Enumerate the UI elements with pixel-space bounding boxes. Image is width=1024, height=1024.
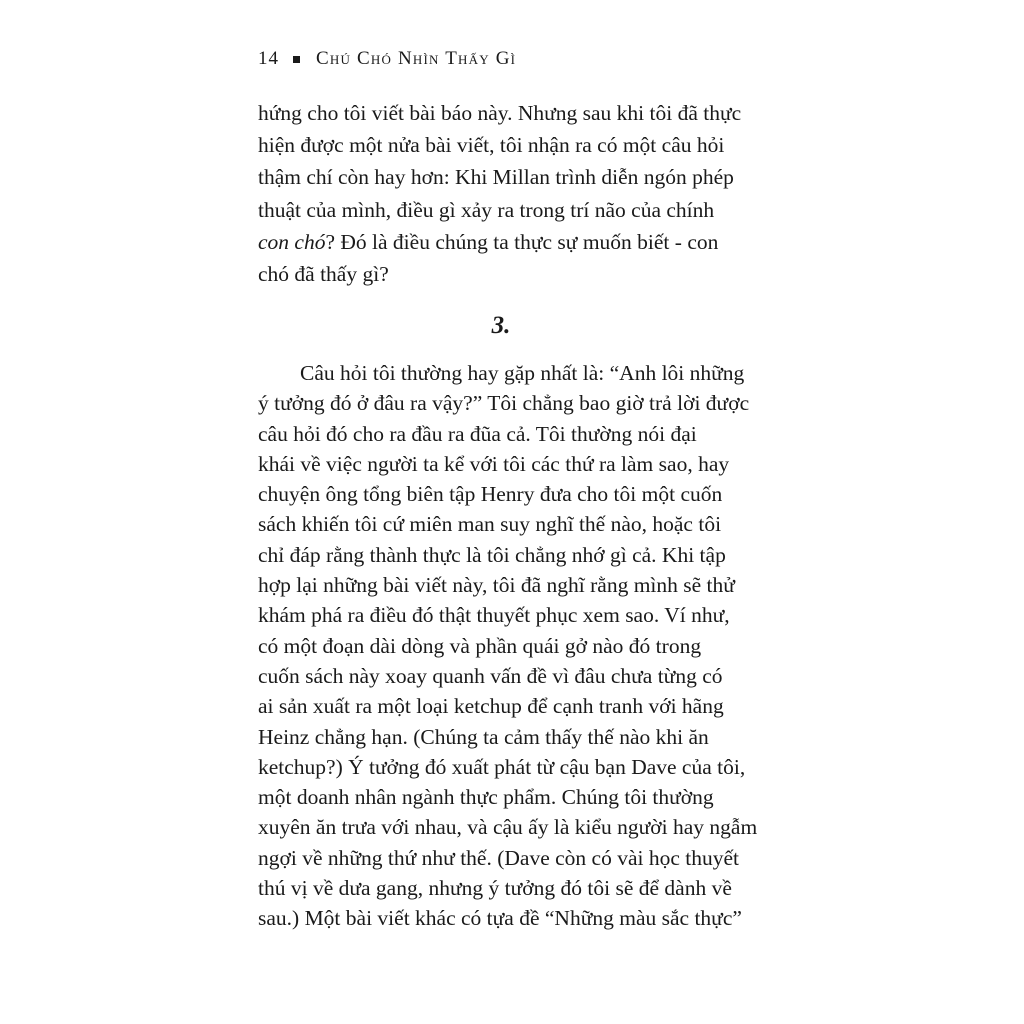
text-line: chó đã thấy gì? [258, 262, 389, 287]
section-number: 3. [491, 312, 511, 339]
text-line-rest: ? Đó là điều chúng ta thực sự muốn biết - con [325, 229, 719, 254]
paragraph-continued [258, 97, 758, 290]
text-line: cuốn sách này xoay quanh vấn đề vì đâu chưa từng có [258, 663, 723, 688]
text-line: ketchup?) Ý tưởng đó xuất phát từ cậu bạn Dave của tôi, [258, 754, 746, 779]
italic-phrase: con chó [258, 229, 326, 254]
running-header [258, 48, 516, 70]
text-line: hứng cho tôi viết bài báo này. Nhưng sau khi tôi đã thực [258, 101, 742, 125]
text-line: chuyện ông tổng biên tập Henry đưa cho tôi một cuốn [258, 482, 723, 507]
text-line: thuật của mình, điều gì xảy ra trong trí não của chính [258, 197, 715, 222]
text-line: câu hỏi đó cho ra đầu ra đũa cả. Tôi thường nói đại [258, 421, 697, 446]
text-line: sách khiến tôi cứ miên man suy nghĩ thế nào, hoặc tôi [258, 512, 722, 537]
text-line: sau.) Một bài viết khác có tựa đề “Những màu sắc thực” [258, 906, 742, 931]
text-line: hợp lại những bài viết này, tôi đã nghĩ rằng mình sẽ thử [258, 573, 735, 598]
text-line: khái về việc người ta kể với tôi các thứ ra làm sao, hay [258, 451, 730, 476]
text-line: thú vị về dưa gang, nhưng ý tưởng đó tôi sẽ để dành về [258, 876, 732, 901]
section-heading [0, 312, 1024, 340]
text-line: xuyên ăn trưa với nhau, và cậu ấy là kiểu người hay ngẫm [258, 815, 758, 840]
text-line: Câu hỏi tôi thường hay gặp nhất là: “Anh lôi những [300, 361, 745, 385]
text-line: ai sản xuất ra một loại ketchup để cạnh tranh với hãng [258, 694, 724, 719]
text-line: một doanh nhân ngành thực phẩm. Chúng tôi thường [258, 785, 714, 810]
text-line: ngợi về những thứ như thế. (Dave còn có vài học thuyết [258, 845, 739, 870]
book-title: Chú Chó Nhìn Thấy Gì [316, 48, 517, 69]
text-line: thậm chí còn hay hơn: Khi Millan trình diễn ngón phép [258, 165, 734, 190]
text-line [258, 226, 758, 258]
text-line: Heinz chẳng hạn. (Chúng ta cảm thấy thế nào khi ăn [258, 724, 709, 749]
text-line: hiện được một nửa bài viết, tôi nhận ra có một câu hỏi [258, 133, 725, 158]
text-line: ý tưởng đó ở đâu ra vậy?” Tôi chẳng bao giờ trả lời được [258, 391, 750, 416]
paragraph [258, 358, 758, 934]
text-line: chỉ đáp rằng thành thực là tôi chẳng nhớ gì cả. Khi tập [258, 542, 726, 567]
page-number: 14 [258, 48, 279, 69]
text-line: khám phá ra điều đó thật thuyết phục xem sao. Ví như, [258, 603, 730, 628]
header-bullet-separator [293, 56, 300, 63]
text-line: có một đoạn dài dòng và phần quái gở nào đó trong [258, 633, 702, 658]
